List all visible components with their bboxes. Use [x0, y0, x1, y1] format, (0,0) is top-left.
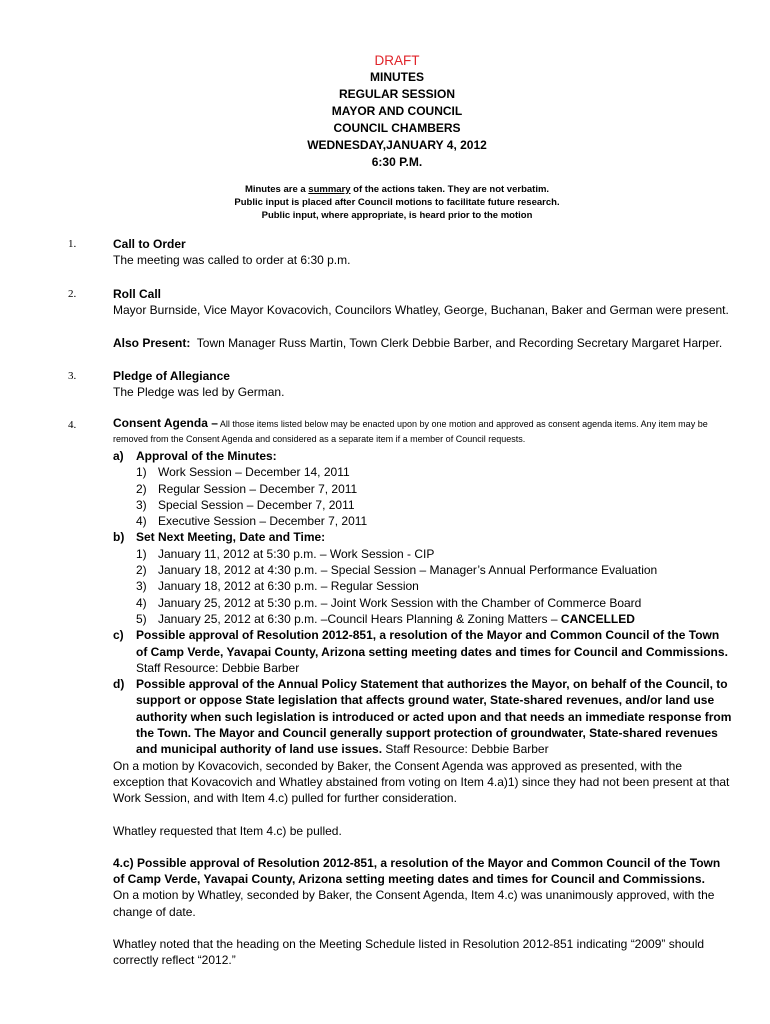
sub-bold-text: Possible approval of Resolution 2012-851, a resolution of the Mayor and Common Council of the Town of Camp Verde, Yavapai County, Arizona setting meeting dates and times for Council and Commissions.: [136, 628, 728, 659]
motion-paragraph: On a motion by Kovacovich, seconded by Baker, the Consent Agenda was approved as presented, with the exception that Kovacovich and Whatley abstained from voting on Item 4.a)1) since they had not been present at that Work Session, and with Item 4.c) pulled for further consideration.: [113, 758, 730, 806]
spacer: [113, 807, 733, 823]
whatley-note: Whatley noted that the heading on the Meeting Schedule listed in Resolution 2012-851 indicating “2009” should correctly reflect “2012.”: [113, 937, 705, 968]
sub-label: a): [113, 449, 124, 463]
meeting-list-item: [113, 562, 733, 578]
item-text: The Pledge was led by German.: [113, 385, 285, 400]
notice-underlined-word: summary: [308, 184, 351, 195]
consent-item-b: [113, 529, 733, 545]
item-text: The meeting was called to order at 6:30 p.m.: [113, 253, 351, 268]
list-text: Special Session – December 7, 2011: [158, 497, 355, 512]
item-number-2: 2.: [68, 288, 77, 300]
sub-title: Set Next Meeting, Date and Time:: [136, 530, 326, 545]
list-number: 1): [136, 465, 147, 480]
list-text: Work Session – December 14, 2011: [158, 465, 350, 480]
header-line-date: WEDNESDAY,JANUARY 4, 2012: [307, 138, 487, 152]
spacer: [113, 920, 733, 936]
consent-item-a: [113, 448, 733, 464]
list-number: 1): [136, 546, 147, 561]
sub-text: Staff Resource: Debbie Barber: [136, 660, 300, 675]
item-consent-agenda: [113, 416, 733, 969]
item-title: Consent Agenda –: [113, 416, 218, 430]
list-number: 2): [136, 481, 147, 496]
list-text: January 25, 2012 at 6:30 p.m. –Council Hears Planning & Zoning Matters –: [158, 611, 561, 626]
sub-title: Approval of the Minutes:: [136, 449, 277, 463]
list-number: 4): [136, 595, 147, 610]
item-number-1: 1.: [68, 238, 77, 250]
meeting-list-item: [113, 595, 733, 611]
item-call-to-order: [113, 236, 733, 269]
document-header: [0, 52, 770, 171]
list-text: January 25, 2012 at 5:30 p.m. – Joint Work Session with the Chamber of Commerce Board: [158, 595, 642, 610]
also-present-label: Also Present:: [113, 335, 191, 350]
meeting-list-item: [113, 611, 733, 627]
consent-intro: [113, 416, 733, 446]
list-number: 3): [136, 497, 147, 512]
header-line-body: MAYOR AND COUNCIL: [331, 104, 463, 118]
item-text: Mayor Burnside, Vice Mayor Kovacovich, Councilors Whatley, George, Buchanan, Baker and German were present.: [113, 303, 729, 318]
minutes-list-item: [113, 481, 733, 497]
list-text: Regular Session – December 7, 2011: [158, 481, 358, 496]
spacer: [113, 319, 733, 335]
sub-bold-text: Possible approval of the Annual Policy Statement that authorizes the Mayor, on behalf of the Council, to support or oppose State legislation that affects ground water, State-shared revenues, and/or land use authority when such legislation is introduced or acted upon and that needs an immediate response from the Town. The Mayor and Council generally support protection of groundwater, State-shared revenues and municipal authority of land use issues.: [136, 677, 732, 757]
sub-label: d): [113, 677, 125, 692]
consent-item-d: [113, 676, 733, 757]
minutes-list-item: [113, 464, 733, 480]
notice-text: of the actions taken. They are not verbatim.: [350, 184, 550, 195]
list-text: January 11, 2012 at 5:30 p.m. – Work Session - CIP: [158, 546, 435, 561]
motion-paragraph: On a motion by Whatley, seconded by Baker, the Consent Agenda, Item 4.c) was unanimously approved, with the change of date.: [113, 888, 715, 919]
item-4c-heading: 4.c) Possible approval of Resolution 2012-851, a resolution of the Mayor and Common Council of the Town of Camp Verde, Yavapai County, Arizona setting meeting dates and times for Council and Commissions.: [113, 855, 721, 887]
sub-label: c): [113, 628, 124, 643]
item-title: Roll Call: [113, 287, 162, 301]
item-title: Pledge of Allegiance: [113, 369, 230, 383]
spacer: [113, 839, 733, 855]
notice-line-3: Public input, where appropriate, is heard prior to the motion: [261, 210, 533, 221]
item-number-3: 3.: [68, 370, 77, 382]
meeting-list-item: [113, 546, 733, 562]
header-line-time: 6:30 P.M.: [371, 155, 423, 169]
list-text: January 18, 2012 at 6:30 p.m. – Regular Session: [158, 579, 419, 594]
sub-label: b): [113, 530, 125, 545]
item-roll-call: [113, 286, 733, 351]
list-number: 2): [136, 563, 147, 578]
list-number: 4): [136, 514, 147, 529]
list-number: 5): [136, 611, 147, 626]
minutes-list-item: [113, 497, 733, 513]
minutes-notice: [0, 183, 770, 222]
item-title: Call to Order: [113, 237, 186, 251]
header-line-minutes: MINUTES: [370, 70, 424, 84]
item-pledge: [113, 368, 733, 401]
notice-text: Minutes are a: [244, 184, 309, 195]
meeting-list-item: [113, 578, 733, 594]
whatley-request: Whatley requested that Item 4.c) be pulled.: [113, 823, 342, 838]
list-text: Executive Session – December 7, 2011: [158, 514, 368, 529]
sub-text: Staff Resource: Debbie Barber: [382, 742, 549, 757]
notice-line-2: Public input is placed after Council motions to facilitate future research.: [234, 197, 560, 208]
item-number-4: 4.: [68, 419, 77, 431]
notice-line-1: [0, 183, 770, 196]
list-text: January 18, 2012 at 4:30 p.m. – Special Session – Manager’s Annual Performance Evaluation: [158, 563, 658, 578]
also-present-text: Town Manager Russ Martin, Town Clerk Debbie Barber, and Recording Secretary Margaret Harper.: [190, 335, 723, 350]
also-present: [113, 335, 733, 351]
list-number: 3): [136, 579, 147, 594]
minutes-list-item: [113, 513, 733, 529]
header-line-location: COUNCIL CHAMBERS: [333, 121, 461, 135]
draft-label: DRAFT: [374, 53, 420, 68]
consent-item-c: [113, 627, 733, 676]
cancelled-label: CANCELLED: [560, 611, 635, 626]
consent-intro-text: All those items listed below may be enacted upon by one motion and approved as consent agenda items. Any item may be removed from the Consent Agenda and considered as a separate item if a member of Council requests.: [113, 419, 708, 444]
header-line-session: REGULAR SESSION: [338, 87, 455, 101]
